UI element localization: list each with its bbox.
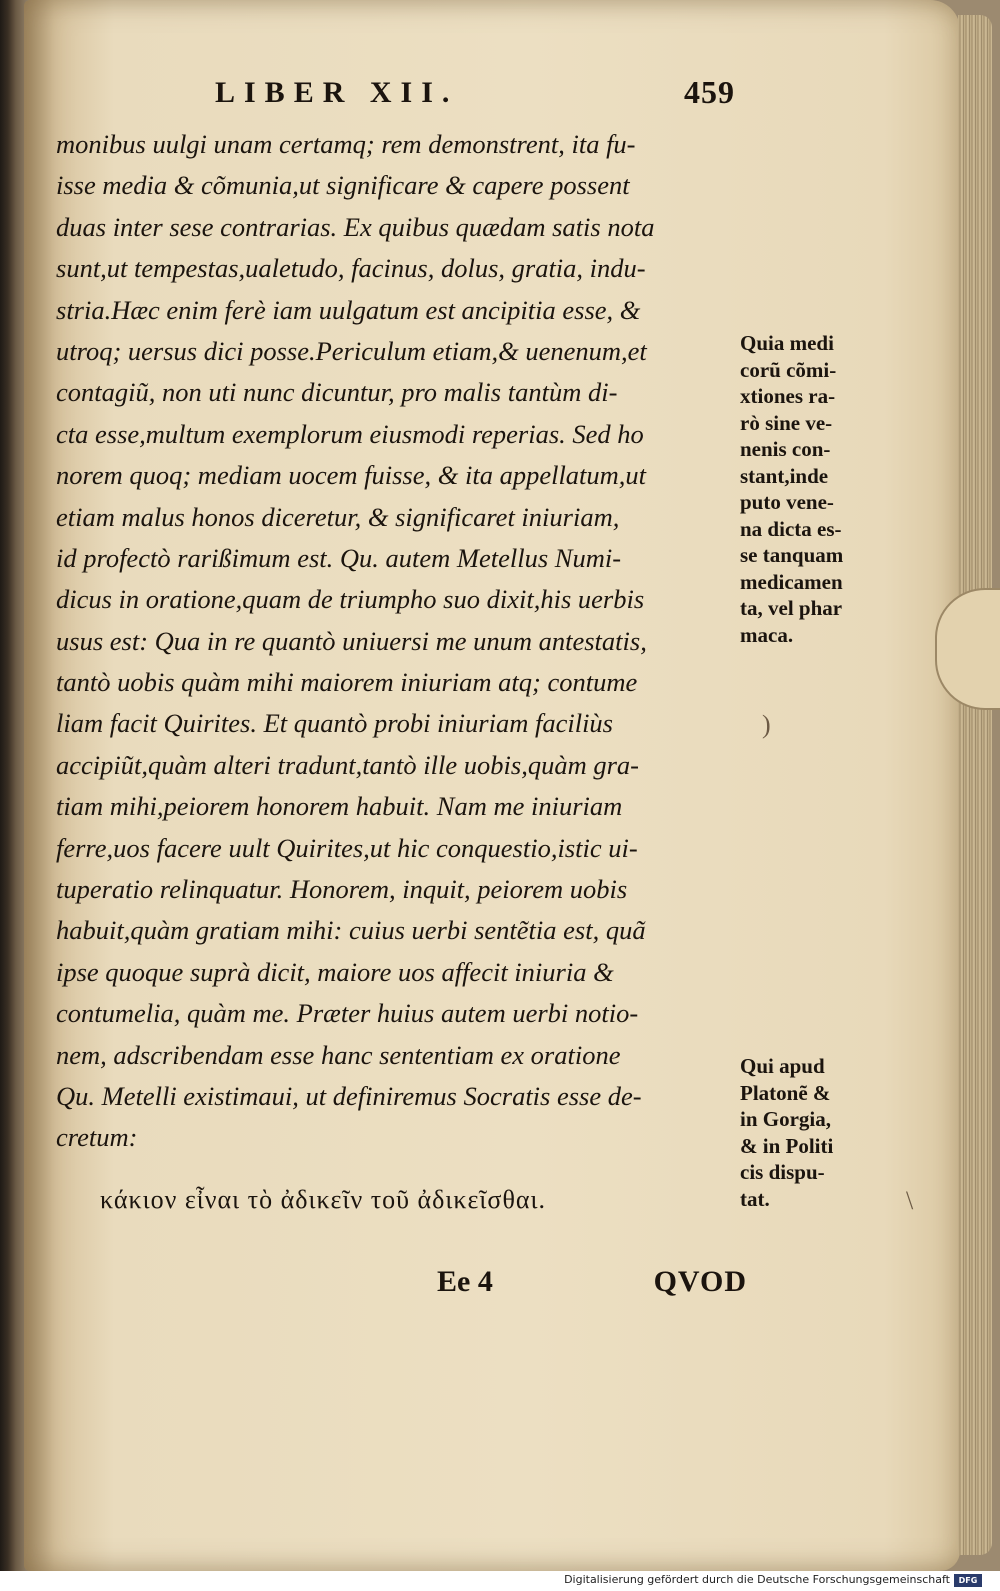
text-line: isse media & cõmunia,ut significare & capere possent [56,170,630,201]
margin-note-plato [740,1053,910,1212]
text-line: ferre,uos facere uult Quirites,ut hic conquestio,istic ui- [56,832,638,863]
funding-credit: Digitalisierung gefördert durch die Deutsche Forschungsgemeinschaft [564,1573,950,1586]
text-line: cretum: [56,1122,138,1153]
text-line: Qu. Metelli existimaui, ut definiremus Socratis esse de- [56,1080,642,1111]
text-line: id profectò rarißimum est. Qu. autem Metellus Numi- [56,542,622,573]
margin-line: Platonẽ & [740,1080,831,1105]
margin-line: ta, vel phar [740,596,843,620]
text-line: cta esse,multum exemplorum eiusmodi reperias. Sed ho [56,418,644,449]
text-line: accipiũt,quàm alteri tradunt,tantò ille uobis,quàm gra- [56,749,639,780]
text-line: ipse quoque suprà dicit, maiore uos affecit iniuria & [56,956,614,987]
margin-line: stant,inde [740,463,829,488]
text-line: stria.Hæc enim ferè iam uulgatum est ancipitia esse, & [56,294,641,325]
margin-line: rò sine ve- [740,410,833,435]
margin-line: corũ cõmi- [740,357,837,382]
catchword: QVOD [653,1265,747,1298]
text-line: dicus in oratione,quam de triumpho suo dixit,his uerbis [56,584,645,615]
text-line: usus est: Qua in re quantò uniuersi me unum antestatis, [56,625,647,656]
page-header [215,76,735,120]
margin-line: nenis con- [740,437,831,461]
margin-line: se tanquam [740,543,844,567]
text-line: monibus uulgi unam certamq; rem demonstrent, ita fu- [56,129,636,159]
page-number: 459 [684,74,735,110]
stray-mark: \ [906,1186,914,1215]
text-line: liam facit Quirites. Et quantò probi iniuriam faciliùs [56,708,613,739]
margin-line: maca. [740,622,794,647]
text-line: habuit,quàm gratiam mihi: cuius uerbi sentẽtia est, quã [56,915,646,946]
margin-line: & in Politi [740,1133,834,1158]
text-line: sunt,ut tempestas,ualetudo, facinus, dolus, gratia, indu- [56,253,646,284]
text-line: contagiũ, non uti nunc dicuntur, pro malis tantùm di- [56,377,618,408]
paren-mark: ) [762,710,771,739]
text-line: contumelia, quàm me. Præter huius autem uerbi notio- [56,998,639,1029]
page-edges [958,15,992,1555]
margin-line: puto vene- [740,490,834,514]
margin-line: cis dispu- [740,1160,825,1184]
text-line: nem, adscribendam esse hanc sententiam ex oratione [56,1039,621,1070]
margin-line: medicamen [740,569,843,594]
margin-note-medicine [740,330,910,648]
page-footer-line [437,1265,747,1309]
margin-line: xtiones ra- [740,384,836,408]
margin-line: Qui apud [740,1054,825,1078]
margin-line: in Gorgia, [740,1107,832,1131]
text-line: utroq; uersus dici posse.Periculum etiam,& uenenum,et [56,335,647,366]
text-line: norem quoq; mediam uocem fuisse, & ita appellatum,ut [56,460,647,491]
text-line: duas inter sese contrarias. Ex quibus quædam satis nota [56,211,655,242]
text-line: tiam mihi,peiorem honorem habuit. Nam me iniuriam [56,791,623,822]
signature-mark: Ee 4 [437,1265,493,1298]
footer-bar [0,1571,1000,1591]
main-text-block [56,124,746,1220]
text-line: tuperatio relinquatur. Honorem, inquit, peiorem uobis [56,874,628,905]
running-head: LIBER XII. [215,76,459,109]
text-line: tantò uobis quàm mihi maiorem iniuriam atq; contume [56,667,638,698]
dfg-logo: DFG [954,1574,982,1587]
text-line: etiam malus honos diceretur, & significaret iniuriam, [56,501,620,532]
margin-line: Quia medi [740,331,834,355]
margin-line: tat. [740,1186,770,1211]
margin-line: na dicta es- [740,516,842,541]
greek-quotation: κάκιον εἶναι τὸ ἀδικεῖν τοῦ ἀδικεῖσθαι. [100,1184,547,1214]
